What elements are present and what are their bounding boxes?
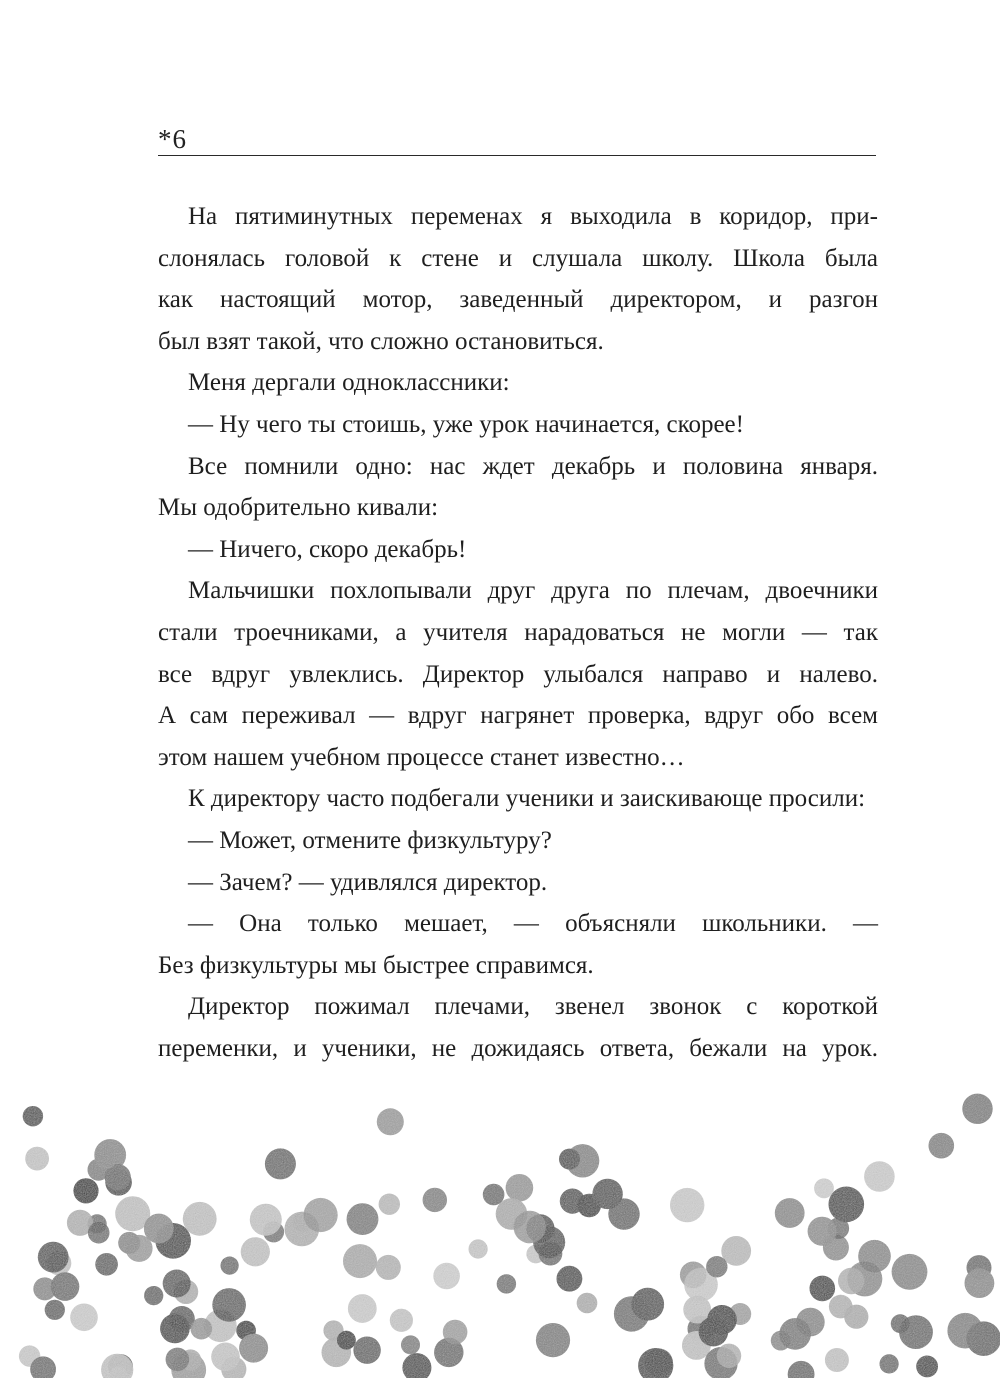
confetti-dot	[51, 1272, 80, 1301]
text-line: переменки, и ученики, не дожидаясь ответа, бежали на урок.	[158, 1034, 878, 1062]
confetti-dot	[377, 1108, 404, 1135]
confetti-dot	[423, 1188, 447, 1212]
text-line: — Ну чего ты стоишь, уже урок начинается, скорее!	[188, 410, 744, 438]
confetti-dot	[191, 1318, 213, 1340]
confetti-dot	[965, 1268, 995, 1298]
confetti-dot	[916, 1356, 938, 1378]
text-line: слонялась головой к стене и слушала школу. Школа была	[158, 244, 878, 272]
text-line: А сам переживал — вдруг нагрянет проверка, вдруг обо всем	[158, 702, 878, 730]
confetti-dot	[95, 1253, 118, 1276]
text-line: К директору часто подбегали ученики и заискивающе просили:	[188, 785, 866, 813]
confetti-dot	[557, 1266, 583, 1292]
confetti-dot	[95, 1147, 117, 1169]
confetti-dot	[38, 1242, 69, 1273]
confetti-dot	[844, 1305, 868, 1329]
confetti-dot	[559, 1149, 580, 1170]
confetti-dot	[929, 1133, 955, 1159]
confetti-dot	[25, 1147, 49, 1171]
confetti-dot	[304, 1198, 338, 1232]
text-line: Меня дергали одноклассники:	[188, 369, 510, 397]
confetti-dot	[88, 1222, 110, 1244]
confetti-dot	[808, 1217, 837, 1246]
confetti-dot	[239, 1334, 268, 1363]
text-line: На пятиминутных переменах я выходила в коридор, при-	[188, 203, 878, 230]
confetti-dot	[221, 1257, 239, 1275]
text-line: этом нашем учебном процессе станет известно…	[158, 743, 685, 771]
confetti-dot	[775, 1198, 805, 1228]
confetti-dot	[670, 1188, 704, 1222]
text-line: — Зачем? — удивлялся директор.	[188, 868, 548, 896]
confetti-dot	[343, 1244, 377, 1278]
confetti-dot	[880, 1354, 899, 1373]
confetti-dot	[838, 1268, 864, 1294]
confetti-dot	[144, 1286, 163, 1305]
confetti-dot	[348, 1294, 377, 1323]
confetti-dot	[864, 1161, 895, 1192]
text-line: — Ничего, скоро декабрь!	[188, 535, 467, 563]
confetti-dot	[211, 1343, 240, 1372]
text-line: Без физкультуры мы быстрее справимся.	[158, 951, 594, 979]
confetti-dot	[353, 1337, 380, 1364]
confetti-dot	[45, 1300, 65, 1320]
confetti-dot	[788, 1361, 815, 1378]
text-line: все вдруг увлеклись. Директор улыбался направо и налево.	[158, 660, 878, 688]
confetti-dot	[506, 1174, 534, 1202]
confetti-dot	[825, 1348, 849, 1372]
confetti-dot	[160, 1314, 190, 1344]
confetti-dot	[183, 1202, 217, 1236]
confetti-dot	[892, 1254, 928, 1290]
confetti-dot	[443, 1320, 468, 1345]
confetti-dot	[829, 1187, 865, 1223]
text-line: — Она только мешает, — объясняли школьники. —	[188, 910, 878, 938]
confetti-decoration	[0, 1080, 1000, 1378]
confetti-dot	[212, 1288, 246, 1322]
page-header	[158, 120, 876, 156]
confetti-dot	[814, 1178, 834, 1198]
confetti-dot	[858, 1240, 891, 1273]
confetti-dot	[614, 1296, 649, 1331]
header-rule	[158, 155, 876, 156]
confetti-dot	[73, 1178, 98, 1203]
confetti-dot	[390, 1309, 413, 1332]
confetti-dot	[779, 1318, 811, 1350]
text-line: Мы одобрительно кивали:	[158, 494, 439, 522]
confetti-dot	[497, 1274, 516, 1293]
confetti-graphic	[0, 1080, 1000, 1378]
confetti-dot	[962, 1094, 992, 1124]
confetti-dot	[347, 1203, 379, 1235]
confetti-dot	[483, 1184, 505, 1206]
confetti-dot	[23, 1106, 43, 1126]
confetti-dot	[166, 1348, 190, 1372]
confetti-dot	[401, 1335, 420, 1354]
body-text	[158, 196, 878, 1069]
text-line: Директор пожимал плечами, звенел звонок с короткой	[188, 993, 878, 1021]
text-line: Все помнили одно: нас ждет декабрь и половина января.	[188, 452, 878, 480]
confetti-dot	[560, 1189, 585, 1214]
confetti-dot	[241, 1237, 270, 1266]
text-line: Мальчишки похлопывали друг друга по плечам, двоечники	[188, 577, 878, 605]
confetti-dot	[70, 1304, 98, 1332]
confetti-dot	[118, 1232, 140, 1254]
confetti-dot	[577, 1293, 598, 1314]
confetti-dot	[337, 1331, 356, 1350]
confetti-dot	[810, 1276, 836, 1302]
confetti-dot	[707, 1305, 737, 1335]
confetti-dot	[717, 1344, 741, 1368]
confetti-dot	[163, 1270, 191, 1298]
confetti-dot	[433, 1263, 460, 1290]
confetti-dot	[514, 1211, 547, 1244]
confetti-dot	[891, 1314, 910, 1333]
text-line: стали троечниками, а учителя нарадоваться не могли — так	[158, 618, 878, 646]
confetti-dot	[376, 1255, 401, 1280]
confetti-dot	[947, 1313, 983, 1349]
confetti-dot	[706, 1256, 727, 1277]
confetti-dot	[469, 1239, 488, 1258]
text-line: был взят такой, что сложно остановиться.	[158, 327, 604, 355]
confetti-dot	[144, 1214, 174, 1244]
confetti-dot	[536, 1323, 570, 1357]
text-line: как настоящий мотор, заведенный директором, и разгон	[158, 286, 878, 314]
confetti-dot	[250, 1204, 282, 1236]
confetti-dot	[402, 1353, 431, 1378]
page-number: *6	[158, 124, 187, 154]
text-line: — Может, отмените физкультуру?	[188, 826, 552, 854]
confetti-dot	[608, 1198, 639, 1229]
confetti-dot	[379, 1194, 400, 1215]
confetti-dot	[265, 1148, 296, 1179]
